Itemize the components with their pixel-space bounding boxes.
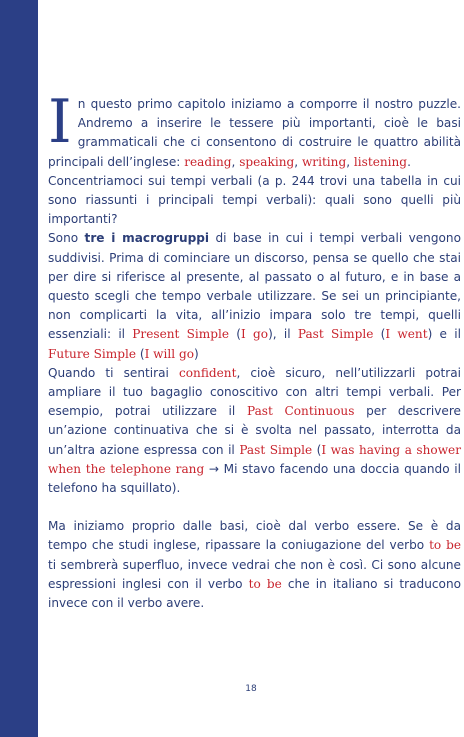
text-run: n questo primo capitolo iniziamo a comporre il nostro puzzle. Andremo a inserire le tessere più importanti, cioè le basi grammaticali che ci consentono di costruire le quattro abilità principali dell’inglese: (48, 97, 461, 169)
text-run: , (294, 154, 302, 169)
drop-cap: I (48, 87, 72, 157)
tense-present-simple: Present Simple (132, 327, 230, 342)
example-future: I will go (144, 346, 195, 361)
tense-past-simple-2: Past Simple (239, 442, 313, 457)
skill-listening: listening (353, 154, 408, 169)
text-run: ( (373, 327, 386, 342)
text-run: Quando ti sentirai (48, 365, 179, 380)
book-spine (0, 0, 38, 737)
text-run: . (407, 154, 411, 169)
text-run: ) (194, 346, 199, 361)
skill-speaking: speaking (239, 154, 295, 169)
example-present: I go (241, 327, 269, 342)
word-confident: confident (179, 365, 237, 380)
bold-phrase: tre i macrogruppi (84, 231, 210, 246)
text-run: ( (229, 327, 242, 342)
text-run: , (346, 154, 354, 169)
verb-to-be-2: to be (248, 576, 282, 591)
text-run: , cioè sicuro, nell’utilizzarli potrai ampliare il tuo bagaglio conoscitivo con altri tempi verbali. Per esempio, potrai utilizzare il (48, 365, 461, 419)
text-run: ), il (268, 327, 298, 342)
skill-writing: writing (301, 154, 347, 169)
text-run: Ma iniziamo proprio dalle basi, cioè dal verbo essere. Se è da tempo che studi inglese, ripassare la coniugazione del verbo (48, 519, 461, 553)
book-page (38, 0, 464, 737)
text-run: per descrivere un’azione continuativa che si è svolta nel passato, interrotta da un’altra azione espressa con il (48, 404, 461, 457)
text-run: di base in cui i tempi verbali vengono suddivisi. Prima di cominciare un discorso, pensa se quello che stai per dire si riferisce al presente, al passato o al futuro, e in base a questo scegli che tempo verbale utilizzare. Se sei un principiante, non complicarti la vita, all’inizio impara solo tre tempi, quelli essenziali: il (48, 231, 461, 342)
text-run: che in italiano si traducono invece con il verbo avere. (48, 576, 462, 611)
paragraph-to-be (48, 517, 461, 613)
text-run: ( (136, 346, 145, 361)
text-run: ti sembrerà superfluo, invece vedrai che non è così. Ci sono alcune espressioni inglesi con il verbo (48, 557, 461, 591)
verb-to-be: to be (429, 538, 461, 553)
text-run: , (231, 154, 240, 169)
paragraph-confident (48, 364, 461, 498)
example-past: I went (385, 327, 428, 342)
text-run: ) e il (427, 327, 461, 342)
example-sentence: I was having a shower when the telephone rang (48, 442, 461, 476)
text-run: Sono (48, 231, 85, 246)
body-text (48, 87, 462, 613)
skill-reading: reading (184, 154, 232, 169)
text-run: ( (312, 442, 322, 457)
tense-past-simple: Past Simple (297, 327, 374, 342)
tense-past-continuous: Past Continuous (246, 404, 355, 419)
paragraph-tenses: Concentriamoci sui tempi verbali (a p. 244 trovi una tabella in cui sono riassunti i principali tempi verbali): quali sono quelli più importanti? (48, 173, 461, 227)
text-run: → Mi stavo facendo una doccia quando il telefono ha squillato). (48, 461, 462, 496)
page-number: 18 (245, 684, 257, 694)
tense-future-simple: Future Simple (48, 346, 136, 361)
paragraph-intro (48, 87, 461, 172)
paragraph-macrogroups (48, 229, 461, 363)
